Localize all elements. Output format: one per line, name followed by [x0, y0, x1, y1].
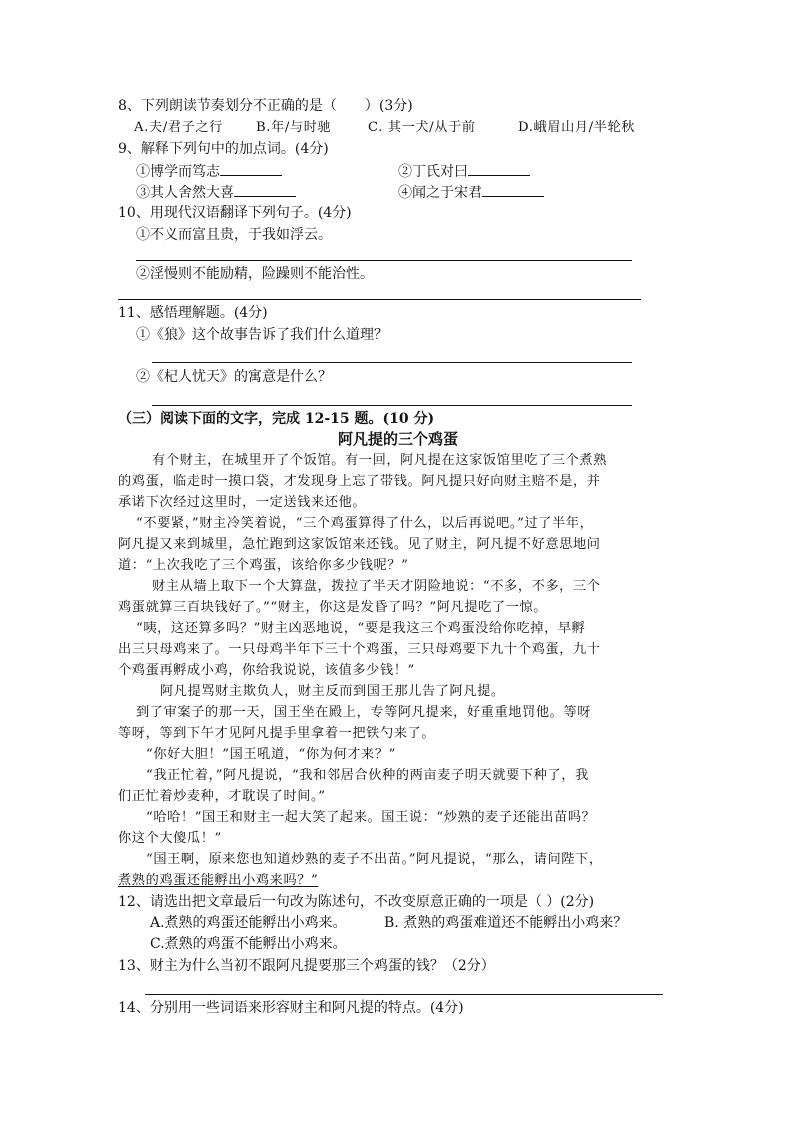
answer-blank[interactable] — [482, 182, 544, 197]
passage-line: 出三只母鸡来了。一只母鸡半年下三十个鸡蛋，三只母鸡要下九十个鸡蛋，九十 — [118, 642, 601, 657]
passage-line: “我正忙着，”阿凡提说，“我和邻居合伙种的两亩麦子明天就要下种了，我 — [146, 768, 589, 783]
q8-stem: 8、下列朗读节奏划分不正确的是（ ）(3分) — [118, 98, 413, 114]
q8-option-b: B.年/与时驰 — [256, 120, 332, 135]
passage-line: 们正忙着炒麦种，才耽误了时间。” — [118, 789, 326, 804]
passage-line: 你这个大傻瓜！” — [118, 831, 222, 846]
passage-line: 阿凡提又来到城里，急忙跑到这家饭馆来还钱。见了财主，阿凡提不好意思地问 — [118, 537, 601, 552]
passage-last-line: 煮熟的鸡蛋还能孵出小鸡来吗？” — [118, 873, 319, 888]
q9-item — [398, 182, 544, 202]
passage-line: 财主从墙上取下一个大算盘，拨拉了半天才阴险地说：“不多，不多，三个 — [152, 579, 601, 594]
q9-item — [136, 161, 282, 181]
passage-line: 鸡蛋就算三百块钱好了。”“财主，你这是发昏了吗？”阿凡提吃了一惊。 — [118, 600, 548, 615]
passage-line: “你好大胆！”国王吼道，“你为何才来？” — [146, 747, 396, 762]
passage-line: “哈哈！”国王和财主一起大笑了起来。国王说：“炒熟的麦子还能出苗吗？ — [146, 810, 596, 825]
q12-stem: 12、请选出把文章最后一句改为陈述句，不改变原意正确的一项是（ ）(2分) — [118, 894, 595, 910]
answer-blank[interactable] — [468, 161, 530, 176]
answer-line[interactable] — [152, 405, 632, 406]
answer-line[interactable] — [145, 994, 663, 995]
answer-line[interactable] — [118, 299, 641, 300]
q9-item-text: ④闻之于宋君 — [398, 185, 482, 201]
q9-item — [136, 182, 296, 202]
passage-line: 承诺下次经过这里时，一定送钱来还他。 — [118, 495, 367, 510]
passage-line: 的鸡蛋，临走时一摸口袋，才发现身上忘了带钱。阿凡提只好向财主赔不是，并 — [118, 474, 601, 489]
passage-line: 道：“上次我吃了三个鸡蛋，该给你多少钱呢？” — [118, 558, 409, 573]
q9-stem: 9、解释下列句中的加点词。(4分) — [118, 141, 329, 157]
answer-line[interactable] — [152, 362, 632, 363]
q10-item: ①不义而富且贵，于我如浮云。 — [136, 227, 332, 243]
q11-stem: 11、感悟理解题。(4分) — [118, 305, 268, 321]
section-heading: （三）阅读下面的文字，完成 12-15 题。(10 分) — [118, 411, 435, 427]
q9-item — [398, 161, 530, 181]
passage-line: 到了审案子的那一天，国王坐在殿上，专等阿凡提来，好重重地罚他。等呀 — [136, 705, 591, 720]
q8-option-c: C. 其一犬/从于前 — [368, 120, 476, 135]
q10-stem: 10、用现代汉语翻译下列句子。(4分) — [118, 205, 352, 221]
q13-stem: 13、财主为什么当初不跟阿凡提要那三个鸡蛋的钱？（2分） — [118, 958, 495, 974]
q8-option-a: A.夫/君子之行 — [134, 120, 223, 135]
q14-stem: 14、分别用一些词语来形容财主和阿凡提的特点。(4分) — [118, 1000, 464, 1016]
passage-line: 有个财主，在城里开了个饭馆。有一回，阿凡提在这家饭馆里吃了三个煮熟 — [152, 453, 607, 468]
passage-title: 阿凡提的三个鸡蛋 — [338, 430, 459, 448]
q9-item-text: ②丁氏对曰 — [398, 164, 468, 180]
answer-blank[interactable] — [234, 182, 296, 197]
passage-line: “不要紧，”财主冷笑着说，“三个鸡蛋算得了什么，以后再说吧。”过了半年， — [136, 516, 594, 531]
passage-line: 个鸡蛋再孵成小鸡，你给我说说，该值多少钱！” — [118, 663, 415, 678]
q10-item: ②淫慢则不能励精，险躁则不能治性。 — [136, 266, 374, 282]
passage-line: 阿凡提骂财主欺负人，财主反而到国王那儿告了阿凡提。 — [160, 684, 505, 699]
q11-item: ②《杞人忧天》的寓意是什么？ — [136, 369, 332, 385]
answer-blank[interactable] — [220, 161, 282, 176]
q12-option-b: B. 煮熟的鸡蛋难道还不能孵出小鸡来？ — [384, 915, 628, 931]
passage-line: “国王啊，原来您也知道炒熟的麦子不出苗。”阿凡提说，“那么，请问陛下， — [146, 852, 603, 867]
q12-option-c: C.煮熟的鸡蛋不能孵出小鸡来。 — [150, 936, 347, 952]
q11-item: ①《狼》这个故事告诉了我们什么道理？ — [136, 327, 388, 343]
answer-line[interactable] — [136, 260, 632, 261]
passage-line: 等呀，等到下午才见阿凡提手里拿着一把铁勺来了。 — [118, 726, 436, 741]
q9-item-text: ①博学而笃志 — [136, 164, 220, 180]
q9-item-text: ③其人舍然大喜 — [136, 185, 234, 201]
passage-line: “咦，这还算多吗？”财主凶恶地说，“要是我这三个鸡蛋没给你吃掉，早孵 — [136, 621, 586, 636]
q8-option-d: D.峨眉山月/半轮秋 — [518, 120, 636, 135]
q12-option-a: A.煮熟的鸡蛋还能孵出小鸡来。 — [150, 915, 347, 931]
